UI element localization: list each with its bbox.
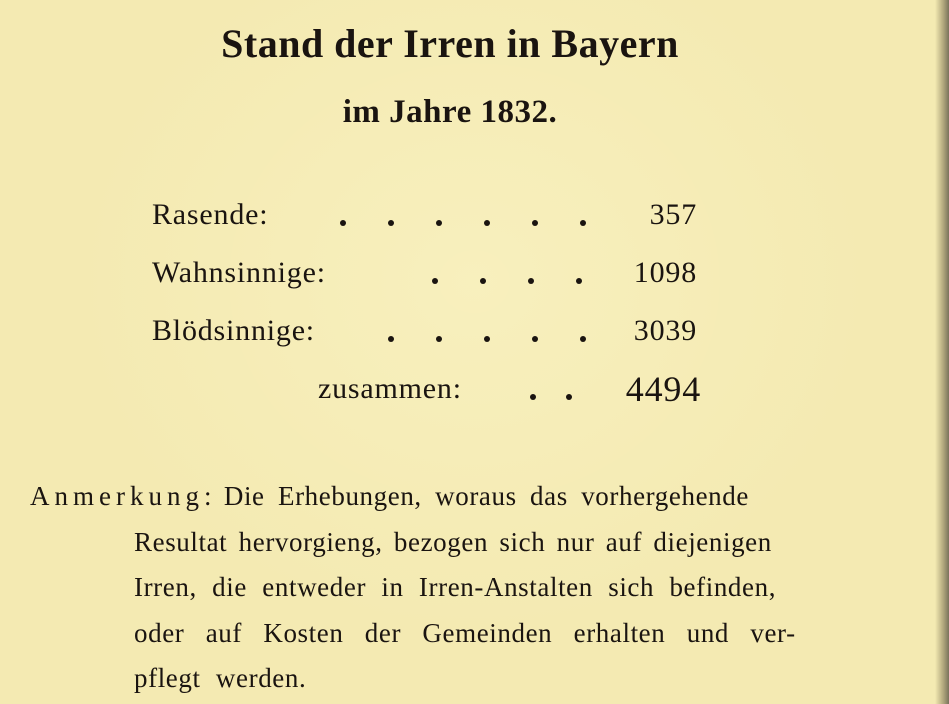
note-line: Resultat hervorgieng, bezogen sich nur auf diejenigen	[134, 526, 772, 557]
page-subtitle: im Jahre 1832.	[342, 94, 558, 130]
row-value: 3039	[633, 314, 697, 347]
note-line: Irren, die entweder in Irren-Anstalten sich befinden,	[134, 572, 777, 602]
table-total-row	[0, 369, 949, 416]
note-line: pflegt werden.	[134, 663, 307, 693]
total-label: zusammen:	[318, 372, 462, 405]
table-row	[0, 314, 949, 358]
table-row	[0, 198, 949, 242]
note-line	[30, 474, 912, 520]
row-label: Blödsinnige:	[152, 314, 315, 347]
note-line: oder auf Kosten der Gemeinden erhalten und ver-	[134, 617, 796, 648]
dot-leader	[388, 314, 628, 348]
row-value: 1098	[633, 256, 697, 289]
dot-leader	[432, 256, 624, 290]
dot-leader	[340, 198, 628, 232]
page-title: Stand der Irren in Bayern	[221, 21, 679, 66]
note-heading: Anmerkung:	[30, 481, 217, 511]
dot-leader	[530, 372, 602, 406]
row-value: 357	[649, 198, 697, 231]
table-row	[0, 256, 949, 300]
row-label: Wahnsinnige:	[152, 256, 326, 289]
annotation-paragraph	[30, 474, 920, 702]
total-value: 4494	[625, 369, 701, 409]
note-line-text: Die Erhebungen, woraus das vorhergehende	[223, 481, 749, 511]
row-label: Rasende:	[152, 198, 269, 231]
